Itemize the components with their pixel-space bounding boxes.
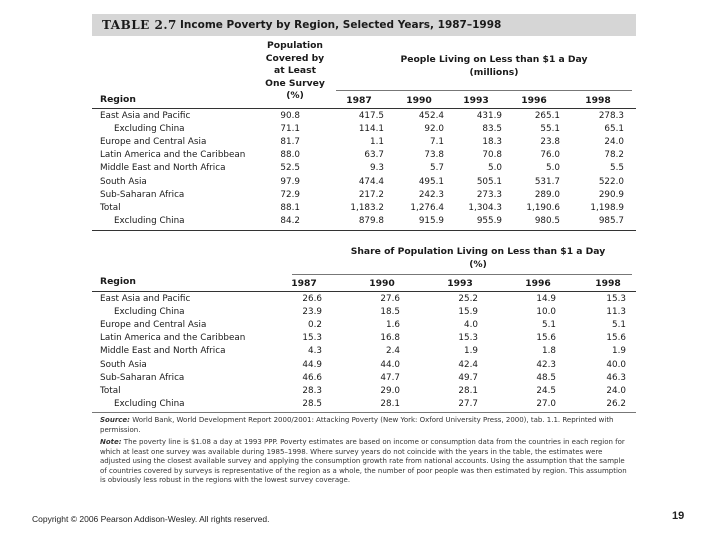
year-header: 1987 xyxy=(346,95,372,106)
value-cell: 5.0 xyxy=(488,163,502,174)
table-row xyxy=(92,293,636,306)
value-cell: 24.0 xyxy=(604,137,624,148)
value-cell: 495.1 xyxy=(418,176,444,187)
value-cell: 290.9 xyxy=(598,189,624,200)
value-cell: 26.2 xyxy=(606,398,626,409)
value-cell: 18.3 xyxy=(482,137,502,148)
table-title: Income Poverty by Region, Selected Years, 1987–1998 xyxy=(180,19,502,31)
value-cell: 15.3 xyxy=(458,333,478,344)
coverage-cell: 71.1 xyxy=(280,124,300,135)
year-header: 1996 xyxy=(525,278,551,289)
source-label: Source: xyxy=(100,416,130,424)
row-region: Europe and Central Asia xyxy=(100,137,207,148)
copyright-footer: Copyright © 2006 Pearson Addison-Wesley. All rights reserved. xyxy=(32,514,270,524)
value-cell: 83.5 xyxy=(482,124,502,135)
people-header-line: (millions) xyxy=(469,66,519,78)
value-cell: 76.0 xyxy=(540,150,560,161)
row-region: South Asia xyxy=(100,359,147,370)
table-row xyxy=(92,136,636,149)
value-cell: 63.7 xyxy=(364,150,384,161)
value-cell: 1.8 xyxy=(542,346,556,357)
people-header-line: People Living on Less than $1 a Day xyxy=(400,54,588,65)
region-header-bottom: Region xyxy=(100,276,136,287)
value-cell: 42.4 xyxy=(458,359,478,370)
value-cell: 44.0 xyxy=(380,359,400,370)
value-cell: 9.3 xyxy=(370,163,384,174)
value-cell: 27.6 xyxy=(380,294,400,304)
value-cell: 65.1 xyxy=(604,124,624,135)
population-header-line: One Survey xyxy=(265,77,325,89)
table-row xyxy=(92,359,636,372)
row-region: Middle East and North Africa xyxy=(100,346,226,357)
value-cell: 915.9 xyxy=(418,215,444,226)
value-cell: 531.7 xyxy=(534,176,560,187)
value-cell: 265.1 xyxy=(534,111,560,121)
population-header-line: (%) xyxy=(286,90,304,101)
population-header-line: Population xyxy=(267,40,323,51)
value-cell: 28.3 xyxy=(302,385,322,396)
value-cell: 47.7 xyxy=(380,372,400,383)
value-cell: 24.5 xyxy=(536,385,556,396)
value-cell: 10.0 xyxy=(536,307,556,318)
table-row xyxy=(92,385,636,398)
value-cell: 980.5 xyxy=(534,215,560,226)
row-region: Excluding China xyxy=(114,124,185,135)
share-header-rule xyxy=(292,274,632,275)
value-cell: 15.3 xyxy=(606,294,626,304)
table-row xyxy=(92,162,636,175)
coverage-cell: 84.2 xyxy=(280,215,300,226)
value-cell: 985.7 xyxy=(598,215,624,226)
coverage-cell: 88.1 xyxy=(280,202,300,213)
value-cell: 15.3 xyxy=(302,333,322,344)
table-row xyxy=(92,215,636,228)
share-header xyxy=(328,246,628,271)
value-cell: 879.8 xyxy=(358,215,384,226)
row-region: Excluding China xyxy=(114,215,185,226)
region-header-top: Region xyxy=(100,94,136,105)
value-cell: 5.5 xyxy=(610,163,624,174)
row-region: Latin America and the Caribbean xyxy=(100,150,246,161)
value-cell: 15.6 xyxy=(606,333,626,344)
value-cell: 48.5 xyxy=(536,372,556,383)
page-number: 19 xyxy=(672,510,685,522)
value-cell: 505.1 xyxy=(476,176,502,187)
value-cell: 73.8 xyxy=(424,150,444,161)
value-cell: 1.9 xyxy=(464,346,478,357)
value-cell: 29.0 xyxy=(380,385,400,396)
year-header: 1987 xyxy=(291,278,317,289)
row-region: Sub-Saharan Africa xyxy=(100,189,185,200)
population-header-line: at Least xyxy=(274,65,316,76)
source-note xyxy=(100,416,628,435)
value-cell: 78.2 xyxy=(604,150,624,161)
value-cell: 23.9 xyxy=(302,307,322,318)
value-cell: 14.9 xyxy=(536,294,556,304)
value-cell: 46.6 xyxy=(302,372,322,383)
value-cell: 16.8 xyxy=(380,333,400,344)
table-row xyxy=(92,372,636,385)
note-text: The poverty line is $1.08 a day at 1993 PPP. Poverty estimates are based on income or consumption data from the countries in each region for which at least one survey was available during 1985–1998. Where survey years do not coincide with the years in the table, the estimates were adjusted using the closest available survey and applying the consumption growth rate from national accounts. Using the assumption that the sample of countries covered by surveys is representative of the region as a whole, the number of poor people was then estimated by region. This assumption is obviously less robust in the regions with the lowest survey coverage. xyxy=(100,438,627,485)
people-header xyxy=(374,54,614,79)
value-cell: 2.4 xyxy=(386,346,400,357)
value-cell: 242.3 xyxy=(418,189,444,200)
table-row xyxy=(92,189,636,202)
value-cell: 474.4 xyxy=(358,176,384,187)
coverage-cell: 81.7 xyxy=(280,137,300,148)
row-region: East Asia and Pacific xyxy=(100,111,191,121)
value-cell: 49.7 xyxy=(458,372,478,383)
value-cell: 70.8 xyxy=(482,150,502,161)
value-cell: 0.2 xyxy=(308,320,322,331)
value-cell: 4.3 xyxy=(308,346,322,357)
row-region: Europe and Central Asia xyxy=(100,320,207,331)
share-header-line: (%) xyxy=(469,258,487,270)
value-cell: 1,183.2 xyxy=(350,202,384,213)
table-label: TABLE 2.7 xyxy=(102,18,177,32)
value-cell: 431.9 xyxy=(476,111,502,121)
table-title-bar xyxy=(92,14,636,36)
value-cell: 1.1 xyxy=(370,137,384,148)
value-cell: 28.5 xyxy=(302,398,322,409)
table-row xyxy=(92,149,636,162)
table-row xyxy=(92,123,636,136)
value-cell: 27.7 xyxy=(458,398,478,409)
value-cell: 42.3 xyxy=(536,359,556,370)
table-row xyxy=(92,332,636,345)
value-cell: 289.0 xyxy=(534,189,560,200)
value-cell: 955.9 xyxy=(476,215,502,226)
upper-header-rule xyxy=(92,108,636,109)
notes-rule xyxy=(92,412,636,413)
table-scan xyxy=(92,14,636,496)
coverage-cell: 97.9 xyxy=(280,176,300,187)
value-cell: 44.9 xyxy=(302,359,322,370)
source-text: World Bank, World Development Report 2000/2001: Attacking Poverty (New York: Oxford University Press, 2000), tab. 1.1. Reprinted with permission. xyxy=(100,416,614,434)
share-header-line: Share of Population Living on Less than $1 a Day xyxy=(350,246,606,257)
value-cell: 5.7 xyxy=(430,163,444,174)
value-cell: 7.1 xyxy=(430,137,444,148)
value-cell: 1,276.4 xyxy=(410,202,444,213)
value-cell: 5.1 xyxy=(542,320,556,331)
value-cell: 55.1 xyxy=(540,124,560,135)
row-region: Sub-Saharan Africa xyxy=(100,372,185,383)
year-header: 1998 xyxy=(585,95,611,106)
value-cell: 273.3 xyxy=(476,189,502,200)
year-header: 1990 xyxy=(369,278,395,289)
value-cell: 1,198.9 xyxy=(590,202,624,213)
value-cell: 26.6 xyxy=(302,294,322,304)
row-region: East Asia and Pacific xyxy=(100,294,191,304)
table-row xyxy=(92,110,636,123)
value-cell: 217.2 xyxy=(358,189,384,200)
lower-header-rule xyxy=(92,291,636,292)
population-header-line: Covered by xyxy=(265,52,325,64)
note-block xyxy=(100,438,628,486)
value-cell: 15.6 xyxy=(536,333,556,344)
year-header: 1990 xyxy=(406,95,432,106)
value-cell: 114.1 xyxy=(358,124,384,135)
table-row xyxy=(92,202,636,215)
table-row xyxy=(92,306,636,319)
table-row xyxy=(92,176,636,189)
value-cell: 23.8 xyxy=(540,137,560,148)
value-cell: 1.9 xyxy=(612,346,626,357)
value-cell: 1.6 xyxy=(386,320,400,331)
value-cell: 27.0 xyxy=(536,398,556,409)
row-region: Latin America and the Caribbean xyxy=(100,333,246,344)
table-row xyxy=(92,319,636,332)
note-label: Note: xyxy=(100,438,122,446)
row-region: Middle East and North Africa xyxy=(100,163,226,174)
value-cell: 5.1 xyxy=(612,320,626,331)
value-cell: 5.0 xyxy=(546,163,560,174)
value-cell: 1,190.6 xyxy=(526,202,560,213)
row-region: Total xyxy=(100,202,121,213)
row-region: Total xyxy=(100,385,121,396)
table-row xyxy=(92,345,636,358)
value-cell: 11.3 xyxy=(606,307,626,318)
coverage-cell: 52.5 xyxy=(280,163,300,174)
value-cell: 417.5 xyxy=(358,111,384,121)
row-region: Excluding China xyxy=(114,398,185,409)
value-cell: 92.0 xyxy=(424,124,444,135)
value-cell: 18.5 xyxy=(380,307,400,318)
table-row xyxy=(92,398,636,411)
year-header: 1993 xyxy=(463,95,489,106)
population-header xyxy=(260,40,330,103)
value-cell: 4.0 xyxy=(464,320,478,331)
value-cell: 522.0 xyxy=(598,176,624,187)
value-cell: 40.0 xyxy=(606,359,626,370)
upper-table-bottom-rule xyxy=(92,230,636,231)
value-cell: 25.2 xyxy=(458,294,478,304)
value-cell: 28.1 xyxy=(380,398,400,409)
value-cell: 28.1 xyxy=(458,385,478,396)
row-region: Excluding China xyxy=(114,307,185,318)
value-cell: 46.3 xyxy=(606,372,626,383)
row-region: South Asia xyxy=(100,176,147,187)
year-header: 1996 xyxy=(521,95,547,106)
value-cell: 1,304.3 xyxy=(468,202,502,213)
year-header: 1998 xyxy=(595,278,621,289)
coverage-cell: 88.0 xyxy=(280,150,300,161)
coverage-cell: 90.8 xyxy=(280,111,300,121)
people-header-rule xyxy=(336,90,632,91)
value-cell: 24.0 xyxy=(606,385,626,396)
value-cell: 452.4 xyxy=(418,111,444,121)
year-header: 1993 xyxy=(447,278,473,289)
value-cell: 15.9 xyxy=(458,307,478,318)
value-cell: 278.3 xyxy=(598,111,624,121)
coverage-cell: 72.9 xyxy=(280,189,300,200)
